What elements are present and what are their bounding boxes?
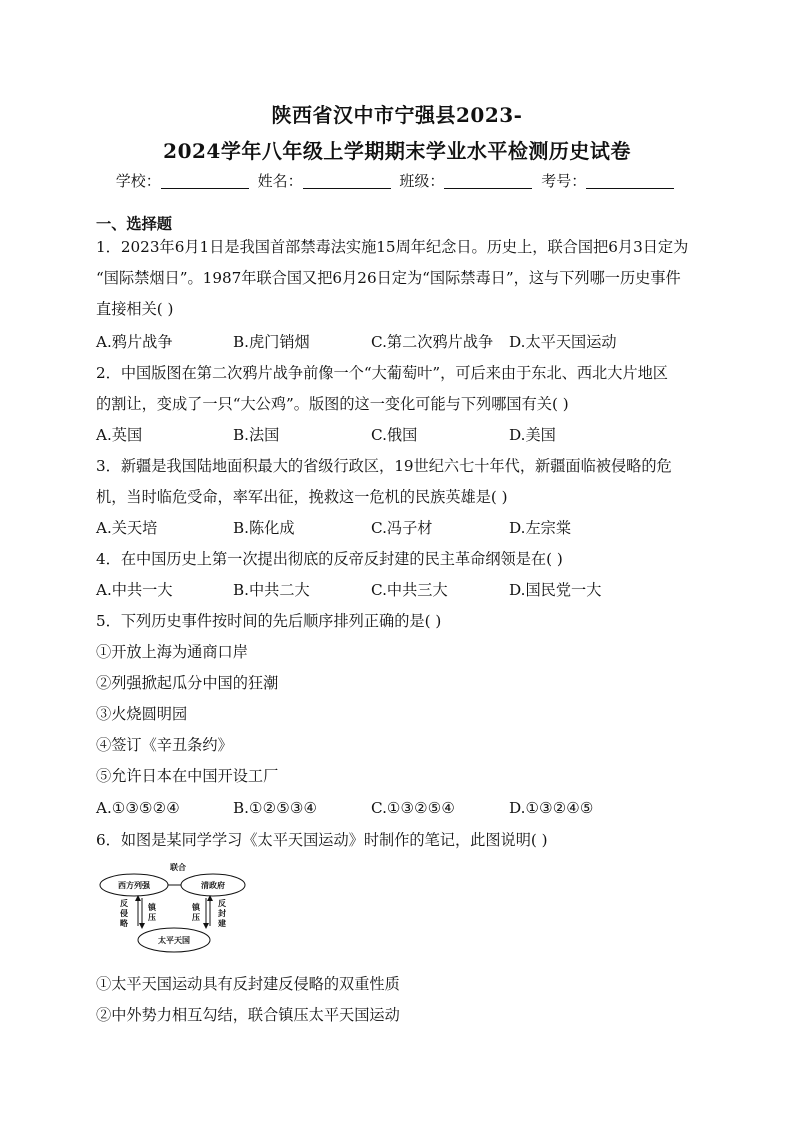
q1-text-line2: “国际禁烟日”。1987年联合国又把6月26日定为“国际禁毒日”，这与下列哪一历史事件 [96, 269, 681, 287]
q2-option-d[interactable]: D.美国 [509, 426, 556, 444]
class-label: 班级： [399, 172, 445, 190]
diagram-label-alliance: 联合 [170, 863, 186, 872]
name-blank[interactable] [303, 174, 391, 189]
exam-number-blank[interactable] [586, 174, 674, 189]
q5-option-d[interactable]: D.①③②④⑤ [509, 799, 594, 817]
q3-option-a[interactable]: A.关天培 [96, 519, 158, 537]
q4-option-c[interactable]: C.中共三大 [371, 581, 448, 599]
student-info-row [0, 171, 794, 191]
diagram-suppress-left-2: 压 [148, 913, 156, 922]
diagram-taiping: 太平天国 [158, 936, 190, 945]
section-heading: 一、选择题 [96, 215, 172, 233]
diagram-anti-feudal-1: 反 [218, 899, 226, 908]
q2-option-a[interactable]: A.英国 [96, 426, 143, 444]
q5-item-1: ①开放上海为通商口岸 [96, 643, 248, 661]
school-blank[interactable] [161, 174, 249, 189]
q5-text-line1: 5．下列历史事件按时间的先后顺序排列正确的是( ) [96, 612, 442, 630]
q5-item-2: ②列强掀起瓜分中国的狂潮 [96, 674, 279, 692]
q1-option-b[interactable]: B.虎门销烟 [233, 333, 310, 351]
q5-item-3: ③火烧圆明园 [96, 705, 188, 723]
name-label: 姓名： [257, 172, 303, 190]
q2-option-b[interactable]: B.法国 [233, 426, 280, 444]
q3-option-d[interactable]: D.左宗棠 [509, 519, 572, 537]
q1-option-c[interactable]: C.第二次鸦片战争 [371, 333, 494, 351]
q5-option-c[interactable]: C.①③②⑤④ [371, 799, 455, 817]
q3-text-line1: 3．新疆是我国陆地面积最大的省级行政区，19世纪六七十年代，新疆面临被侵略的危 [96, 457, 672, 475]
diagram-anti-feudal-2: 封 [218, 909, 226, 918]
exam-number-label: 考号： [541, 172, 587, 190]
q2-text-line1: 2．中国版图在第二次鸦片战争前像一个“大葡萄叶”，可后来由于东北、西北大片地区 [96, 364, 668, 382]
q6-statement-2: ②中外势力相互勾结，联合镇压太平天国运动 [96, 1006, 400, 1024]
diagram-anti-aggression-2: 侵 [120, 909, 128, 918]
taiping-relationship-diagram [98, 860, 258, 960]
q5-item-5: ⑤允许日本在中国开设工厂 [96, 767, 279, 785]
q2-option-c[interactable]: C.俄国 [371, 426, 418, 444]
q5-option-b[interactable]: B.①②⑤③④ [233, 799, 318, 817]
diagram-suppress-right-1: 镇 [192, 903, 200, 912]
q4-option-a[interactable]: A.中共一大 [96, 581, 173, 599]
q3-option-c[interactable]: C.冯子材 [371, 519, 433, 537]
diagram-qing-government: 清政府 [201, 881, 225, 890]
class-blank[interactable] [444, 174, 532, 189]
school-label: 学校： [115, 172, 161, 190]
diagram-anti-aggression-1: 反 [120, 899, 128, 908]
diagram-anti-aggression-3: 略 [120, 919, 128, 928]
q6-statement-1: ①太平天国运动具有反封建反侵略的双重性质 [96, 975, 400, 993]
exam-title-line2: 2024学年八年级上学期期末学业水平检测历史试卷 [163, 139, 631, 163]
diagram-anti-feudal-3: 建 [218, 919, 226, 928]
q2-text-line2: 的割让，变成了一只“大公鸡”。版图的这一变化可能与下列哪国有关( ) [96, 395, 569, 413]
q4-option-b[interactable]: B.中共二大 [233, 581, 310, 599]
exam-title-line1: 陕西省汉中市宁强县2023- [271, 103, 523, 127]
q3-option-b[interactable]: B.陈化成 [233, 519, 295, 537]
diagram-suppress-left-1: 镇 [148, 903, 156, 912]
q6-text-line1: 6．如图是某同学学习《太平天国运动》时制作的笔记，此图说明( ) [96, 831, 548, 849]
q4-option-d[interactable]: D.国民党一大 [509, 581, 602, 599]
q4-text-line1: 4．在中国历史上第一次提出彻底的反帝反封建的民主革命纲领是在( ) [96, 550, 563, 568]
q5-option-a[interactable]: A.①③⑤②④ [96, 799, 180, 817]
q1-option-a[interactable]: A.鸦片战争 [96, 333, 173, 351]
q1-text-line1: 1．2023年6月1日是我国首部禁毒法实施15周年纪念日。历史上，联合国把6月3日定为 [96, 238, 689, 256]
q5-item-4: ④签订《辛丑条约》 [96, 736, 233, 754]
q3-text-line2: 机，当时临危受命，率军出征，挽救这一危机的民族英雄是( ) [96, 488, 508, 506]
diagram-western-powers: 西方列强 [118, 881, 150, 890]
diagram-suppress-right-2: 压 [192, 913, 200, 922]
q1-option-d[interactable]: D.太平天国运动 [509, 333, 617, 351]
q1-text-line3: 直接相关( ) [96, 300, 174, 318]
